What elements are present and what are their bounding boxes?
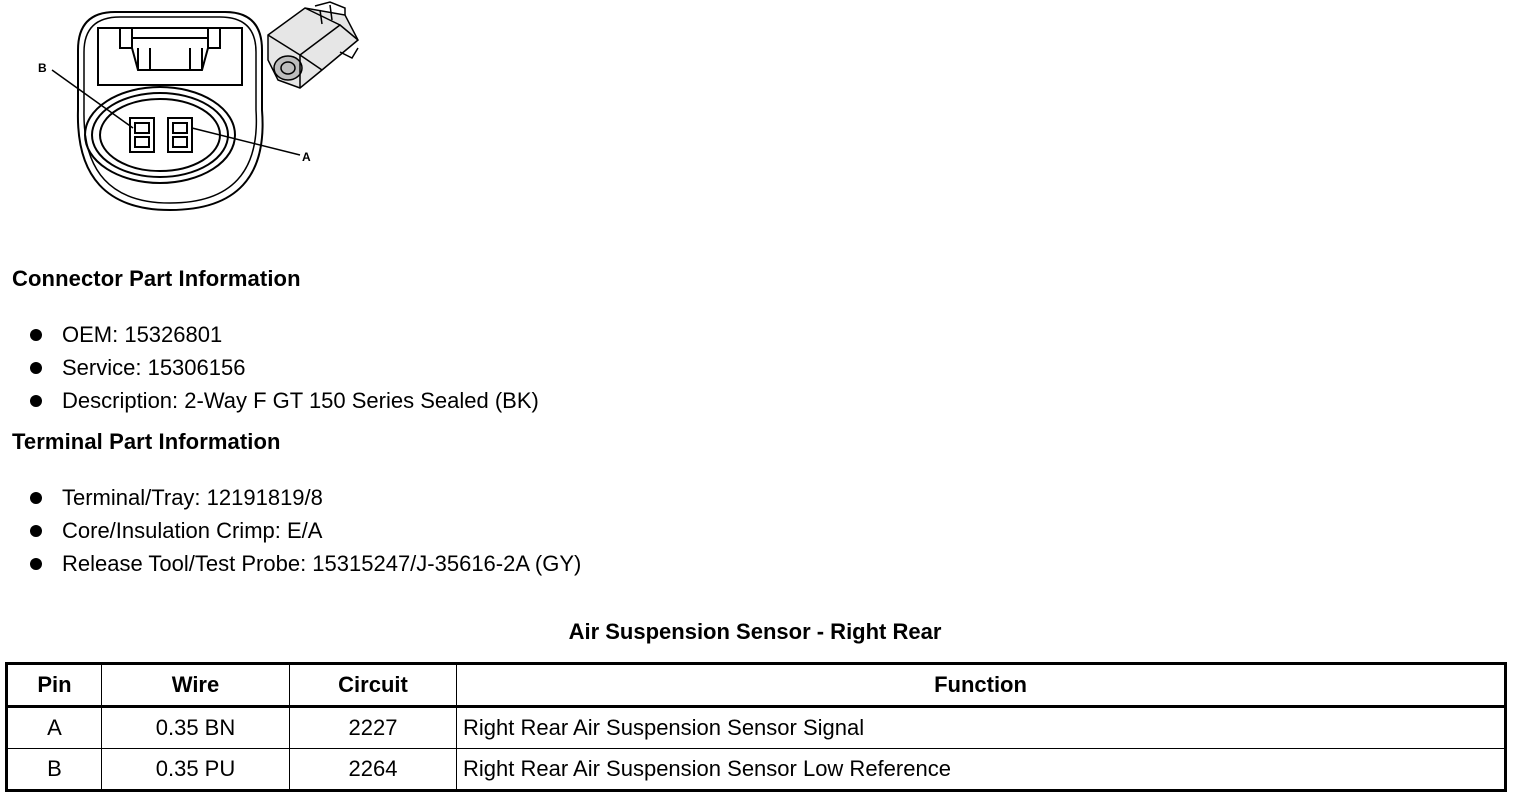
list-item xyxy=(30,318,539,351)
list-item xyxy=(30,384,539,417)
column-header-pin: Pin xyxy=(7,664,102,707)
terminal-part-info-list xyxy=(30,481,581,580)
bullet-icon xyxy=(30,525,42,537)
bullet-icon xyxy=(30,395,42,407)
connector-face-illustration xyxy=(52,12,300,210)
table-row xyxy=(7,749,1506,791)
connector-diagram xyxy=(0,0,380,225)
cell-function: Right Rear Air Suspension Sensor Low Reference xyxy=(457,749,1506,791)
terminal-part-info-heading: Terminal Part Information xyxy=(12,429,281,454)
cell-pin: A xyxy=(7,707,102,749)
cell-circuit: 2264 xyxy=(290,749,457,791)
list-item xyxy=(30,514,581,547)
cell-wire: 0.35 PU xyxy=(102,749,290,791)
list-item-text: Service: 15306156 xyxy=(62,355,246,380)
list-item xyxy=(30,351,539,384)
pinout-table xyxy=(5,662,1507,792)
connector-isometric-illustration xyxy=(268,2,358,88)
pin-a-callout: A xyxy=(302,150,311,164)
column-header-wire: Wire xyxy=(102,664,290,707)
column-header-circuit: Circuit xyxy=(290,664,457,707)
table-title: Air Suspension Sensor - Right Rear xyxy=(568,619,942,644)
cell-pin: B xyxy=(7,749,102,791)
pin-b-callout: B xyxy=(38,61,47,75)
list-item-text: Terminal/Tray: 12191819/8 xyxy=(62,485,323,510)
connector-part-info-list xyxy=(30,318,539,417)
list-item xyxy=(30,481,581,514)
bullet-icon xyxy=(30,558,42,570)
bullet-icon xyxy=(30,329,42,341)
list-item-text: OEM: 15326801 xyxy=(62,322,223,347)
bullet-icon xyxy=(30,362,42,374)
connector-part-info-heading: Connector Part Information xyxy=(12,266,301,291)
table-header-row xyxy=(7,664,1506,707)
list-item-text: Core/Insulation Crimp: E/A xyxy=(62,518,323,543)
list-item-text: Release Tool/Test Probe: 15315247/J-35616-2A (GY) xyxy=(62,551,582,576)
list-item-text: Description: 2-Way F GT 150 Series Sealed (BK) xyxy=(62,388,539,413)
column-header-function: Function xyxy=(457,664,1506,707)
list-item xyxy=(30,547,581,580)
cell-wire: 0.35 BN xyxy=(102,707,290,749)
table-row xyxy=(7,707,1506,749)
cell-function: Right Rear Air Suspension Sensor Signal xyxy=(457,707,1506,749)
cell-circuit: 2227 xyxy=(290,707,457,749)
bullet-icon xyxy=(30,492,42,504)
